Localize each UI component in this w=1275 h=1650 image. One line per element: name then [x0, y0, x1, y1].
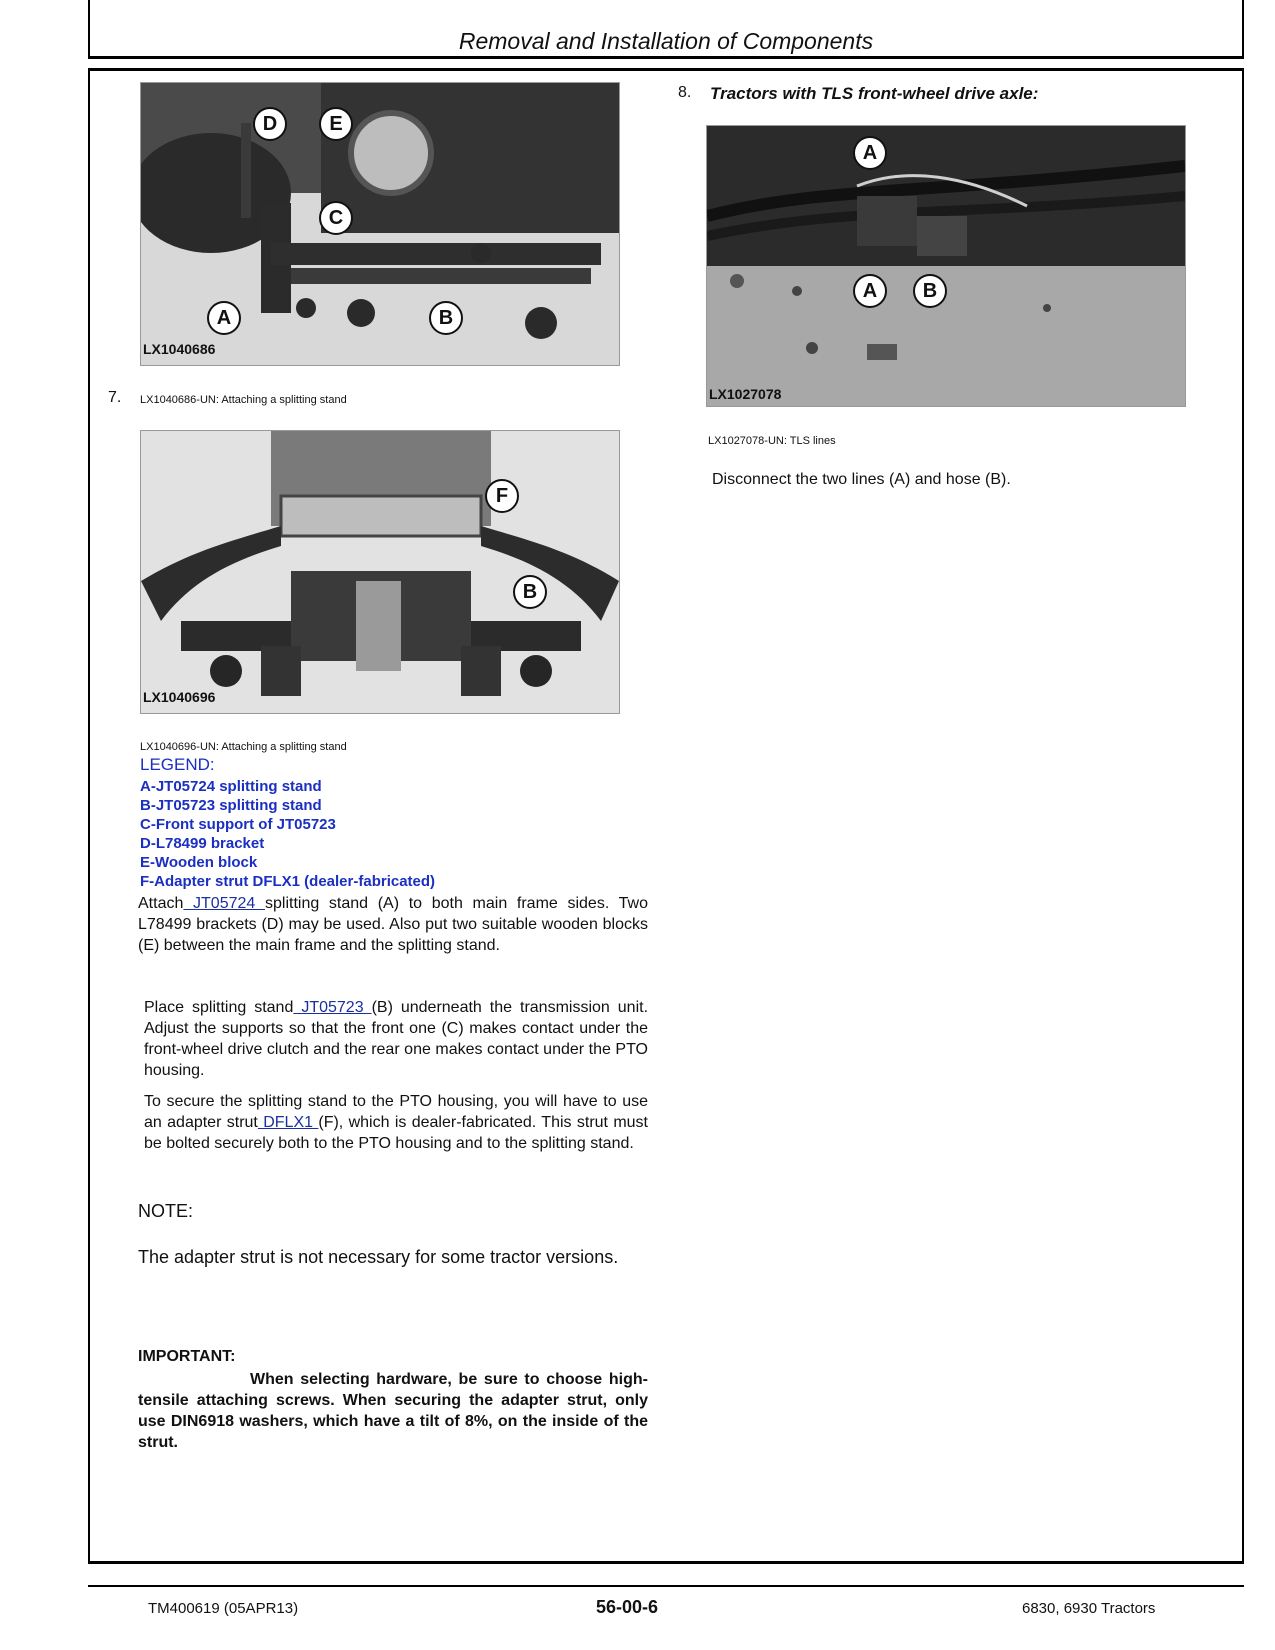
link-jt05724[interactable]: JT05724	[183, 895, 265, 912]
link-jt05723[interactable]: JT05723	[293, 999, 372, 1016]
photo-splitting-stand-front	[140, 82, 620, 366]
photo2-illustration	[141, 431, 619, 713]
photo-tls-lines	[706, 125, 1186, 407]
callout-a-top: A	[853, 136, 887, 170]
photo3-caption: LX1027078-UN: TLS lines	[708, 435, 836, 447]
photo1-caption: LX1040686-UN: Attaching a splitting stand	[140, 394, 347, 406]
important-text: When selecting hardware, be sure to choose high-tensile attaching screws. When securing the adapter strut, only use DIN6918 washers, which have a tilt of 8%, on the inside of the strut.	[138, 1371, 648, 1451]
paragraph-secure: To secure the splitting stand to the PTO housing, you will have to use an adapter strut DFLX1 (F), which is dealer-fabricated. This strut must be bolted securely both to the PTO housing and to the splitting stand.	[144, 1093, 648, 1152]
legend-list	[140, 777, 435, 891]
photo3-illustration	[707, 126, 1185, 406]
callout-e: E	[319, 107, 353, 141]
note-text: The adapter strut is not necessary for some tractor versions.	[138, 1247, 619, 1267]
legend-item: E-Wooden block	[140, 854, 258, 871]
footer-doc-id: TM400619 (05APR13)	[148, 1600, 299, 1617]
important-label: IMPORTANT:	[138, 1348, 236, 1365]
legend-item: F-Adapter strut DFLX1 (dealer-fabricated)	[140, 873, 436, 890]
callout-f: F	[485, 479, 519, 513]
callout-b2: B	[513, 575, 547, 609]
callout-b: B	[429, 301, 463, 335]
callout-c: C	[319, 201, 353, 235]
page-title: Removal and Installation of Components	[458, 28, 874, 54]
legend-item: D-L78499 bracket	[140, 835, 265, 852]
legend-title: LEGEND:	[140, 755, 215, 774]
disconnect-text: Disconnect the two lines (A) and hose (B).	[712, 471, 1011, 488]
paragraph-attach: Attach JT05724 splitting stand (A) to both main frame sides. Two L78499 brackets (D) may be used. Also put two suitable wooden blocks (E) between the main frame and the splitting stand.	[138, 895, 649, 954]
step-8-title: Tractors with TLS front-wheel drive axle:	[710, 84, 1039, 103]
callout-a-bottom: A	[853, 274, 887, 308]
callout-d: D	[253, 107, 287, 141]
legend-item: A-JT05724 splitting stand	[140, 778, 322, 795]
paragraph-place: Place splitting stand JT05723 (B) underneath the transmission unit. Adjust the supports so that the front one (C) makes contact under the front-wheel drive clutch and the rear one makes contact under the PTO housing.	[144, 999, 649, 1079]
photo2-id: LX1040696	[143, 689, 216, 705]
photo2-caption: LX1040696-UN: Attaching a splitting stand	[140, 741, 347, 753]
footer-product: 6830, 6930 Tractors	[1022, 1600, 1156, 1617]
link-dflx1[interactable]: DFLX1	[257, 1114, 319, 1131]
callout-a: A	[207, 301, 241, 335]
footer-rule	[88, 1585, 1244, 1587]
page-number: 56-00-6	[596, 1597, 659, 1617]
photo3-id: LX1027078	[709, 386, 782, 402]
photo1-id: LX1040686	[143, 341, 216, 357]
photo-splitting-stand-rear	[140, 430, 620, 714]
step-7-number: 7.	[108, 389, 122, 406]
legend-item: C-Front support of JT05723	[140, 816, 336, 833]
note-label: NOTE:	[138, 1201, 194, 1221]
step-8-number: 8.	[678, 84, 692, 101]
legend-item: B-JT05723 splitting stand	[140, 797, 322, 814]
callout-b3: B	[913, 274, 947, 308]
